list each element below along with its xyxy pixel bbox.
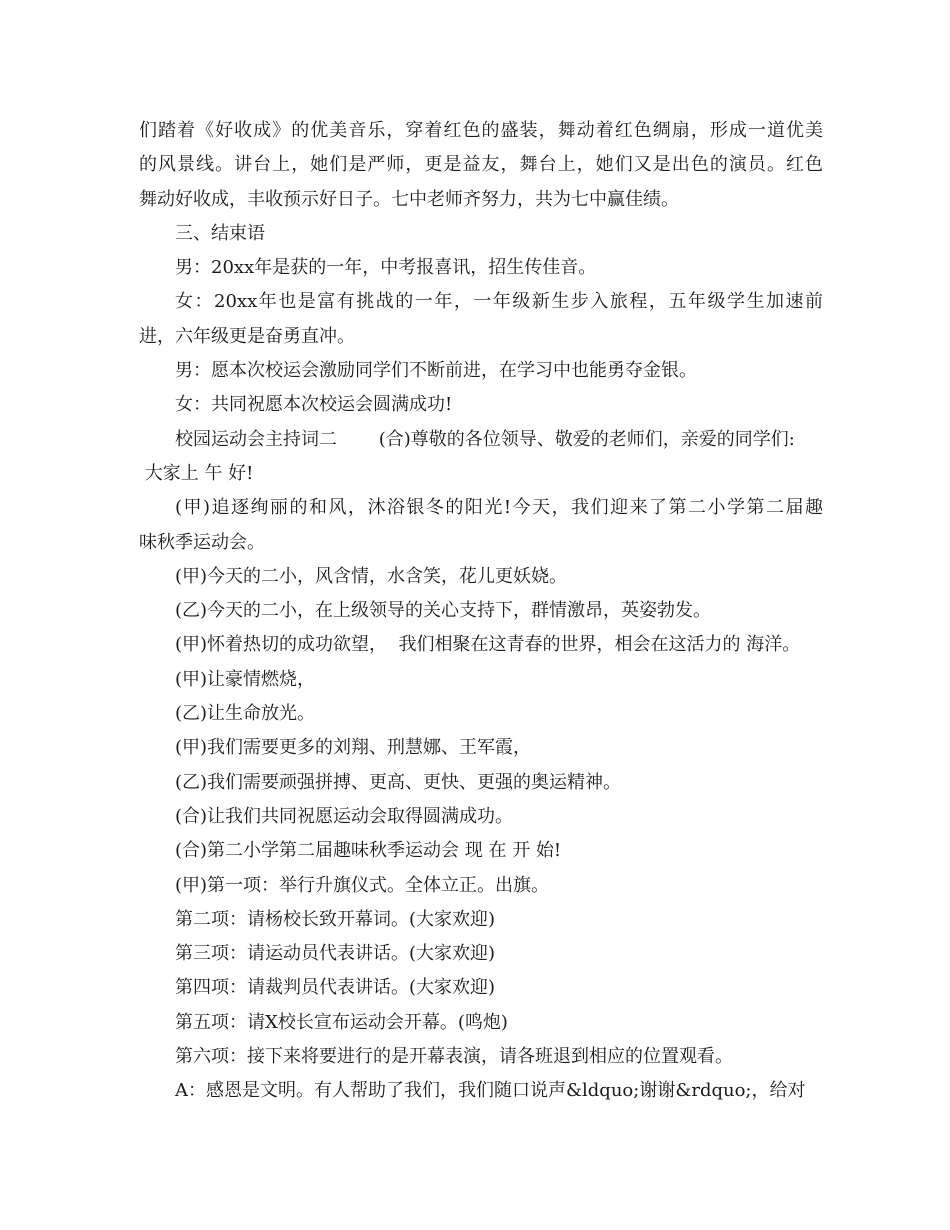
paragraph-line: 们踏着《好收成》的优美音乐，穿着红色的盛装，舞动着红色绸扇，形成一道优美 <box>139 120 823 141</box>
paragraph-line: (乙)我们需要顽强拼搏、更高、更快、更强的奥运精神。 <box>175 771 622 793</box>
paragraph-line: (合)让我们共同祝愿运动会取得圆满成功。 <box>175 805 514 827</box>
paragraph-line: (甲)今天的二小，风含情，水含笑，花儿更妖娆。 <box>175 565 568 587</box>
document-body <box>139 114 823 1109</box>
section-heading: 三、结束语 <box>175 222 265 244</box>
paragraph-line: (乙)让生命放光。 <box>175 703 316 725</box>
paragraph-line: (甲)怀着热切的成功欲望， 我们相聚在这青春的世界，相会在这活力的 海洋。 <box>175 634 801 656</box>
paragraph-line: 第四项：请裁判员代表讲话。(大家欢迎) <box>175 977 496 999</box>
paragraph-line: (乙)今天的二小，在上级领导的关心支持下，群情激昂，英姿勃发。 <box>175 600 712 622</box>
paragraph-line: A：感恩是文明。有人帮助了我们，我们随口说声&ldquo;谢谢&rdquo;，给对 <box>175 1080 806 1102</box>
paragraph-line: 第三项：请运动员代表讲话。(大家欢迎) <box>175 943 496 965</box>
paragraph-line: 味秋季运动会。 <box>139 531 265 553</box>
paragraph-line: (甲)追逐绚丽的和风，沐浴银冬的阳光!今天，我们迎来了第二小学第二届趣 <box>175 497 823 519</box>
paragraph-line: (甲)第一项：举行升旗仪式。全体立正。出旗。 <box>175 874 550 896</box>
paragraph-line: 的风景线。讲台上，她们是严师，更是益友，舞台上，她们又是出色的演员。红色 <box>139 154 823 176</box>
paragraph-line: 第二项：请杨校长致开幕词。(大家欢迎) <box>175 908 496 930</box>
paragraph-line: 舞动好收成，丰收预示好日子。七中老师齐努力，共为七中赢佳绩。 <box>139 188 679 210</box>
paragraph-line: (甲)让豪情燃烧， <box>175 668 316 690</box>
paragraph-line: 男：愿本次校运会激励同学们不断前进，在学习中也能勇夺金银。 <box>175 360 697 382</box>
paragraph-line: (甲)我们需要更多的刘翔、刑慧娜、王军霞， <box>175 737 532 759</box>
paragraph-line: 校园运动会主持词二 (合)尊敬的各位领导、敬爱的老师们，亲爱的同学们: <box>175 428 795 450</box>
paragraph-line: 进，六年级更是奋勇直冲。 <box>139 325 355 347</box>
paragraph-line: 第六项：接下来将要进行的是开幕表演，请各班退到相应的位置观看。 <box>175 1046 733 1068</box>
paragraph-line: (合)第二小学第二届趣味秋季运动会 现 在 开 始! <box>175 840 562 862</box>
paragraph-line: 大家上 午 好! <box>139 462 254 484</box>
paragraph-line: 女：共同祝愿本次校运会圆满成功! <box>175 394 453 416</box>
paragraph-line: 男：20xx年是获的一年，中考报喜讯，招生传佳音。 <box>175 257 597 279</box>
paragraph-line: 第五项：请X校长宣布运动会开幕。(鸣炮) <box>175 1011 508 1033</box>
paragraph-line: 女：20xx年也是富有挑战的一年，一年级新生步入旅程，五年级学生加速前 <box>175 291 823 313</box>
